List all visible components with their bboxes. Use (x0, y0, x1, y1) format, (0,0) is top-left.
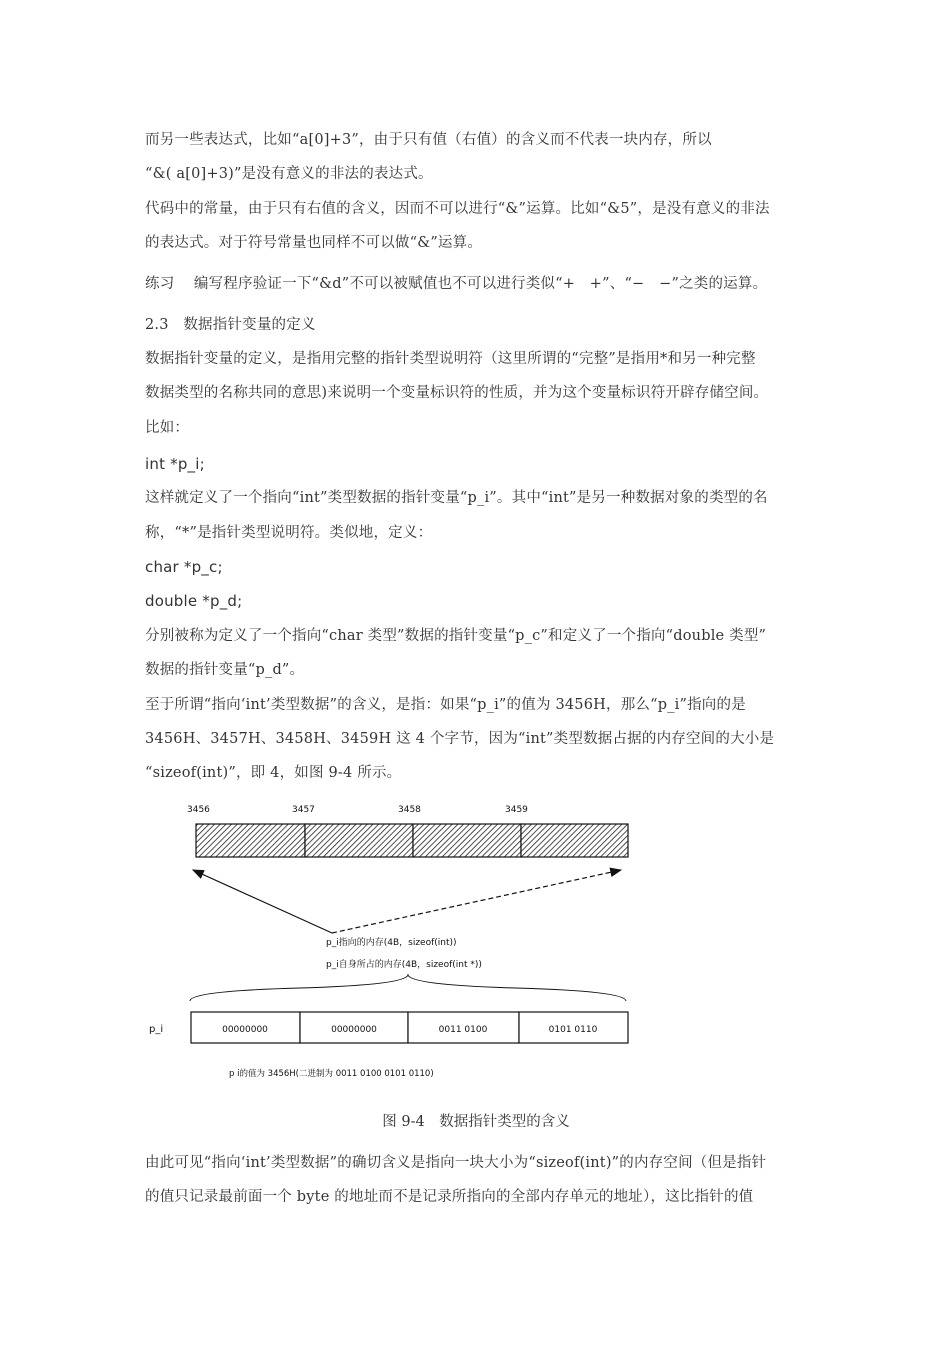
byte-value: 0011 0100 (438, 1025, 488, 1035)
pointer-arrow-end (332, 870, 621, 933)
pointee-memory-label: p_i指向的内存(4B，sizeof(int)) (326, 938, 457, 948)
section-heading: 2.3 数据指针变量的定义 (145, 317, 316, 333)
paragraph-line: 3456H、3457H、3458H、3459H 这 4 个字节，因为“int”类型数据占据的内存空间的大小是 (145, 731, 775, 747)
pointee-byte-cell (521, 824, 628, 857)
paragraph-line: 称，“*”是指针类型说明符。类似地，定义： (145, 525, 433, 541)
pointee-byte-cell (196, 824, 305, 857)
paragraph-line: 至于所谓“指向‘int’类型数据”的含义，是指：如果“p_i”的值为 3456H，那么“p_i”指向的是 (145, 697, 746, 713)
address-label: 3456 (187, 805, 210, 815)
address-label: 3458 (398, 805, 421, 815)
paragraph-line: 而另一些表达式，比如“a[0]+3”，由于只有值（右值）的含义而不代表一块内存，所以 (145, 132, 712, 148)
paragraph-line: 的值只记录最前面一个 byte 的地址而不是记录所指向的全部内存单元的地址），这比指针的值 (145, 1189, 754, 1205)
address-label: 3457 (292, 805, 315, 815)
brace (190, 975, 626, 1001)
byte-value: 00000000 (331, 1025, 377, 1035)
exercise-line: 练习 编写程序验证一下“&d”不可以被赋值也不可以进行类似“+ +”、“− −”之类的运算。 (145, 276, 768, 292)
address-label: 3459 (505, 805, 528, 815)
pointer-value-note: p i的值为 3456H(二进制为 0011 0100 0101 0110) (229, 1069, 434, 1079)
paragraph-line: 数据类型的名称共同的意思)来说明一个变量标识符的性质，并为这个变量标识符开辟存储空间。 (145, 385, 769, 401)
code-line: int *p_i; (145, 455, 205, 473)
pointer-variable-label: p_i (149, 1024, 164, 1035)
byte-value: 00000000 (222, 1025, 268, 1035)
pointee-byte-cell (305, 824, 413, 857)
code-line: double *p_d; (145, 592, 243, 610)
code-line: char *p_c; (145, 558, 223, 576)
paragraph-line: 分别被称为定义了一个指向“char 类型”数据的指针变量“p_c”和定义了一个指向“double 类型” (145, 628, 767, 644)
pointee-byte-cell (413, 824, 521, 857)
paragraph-line: 这样就定义了一个指向“int”类型数据的指针变量“p_i”。其中“int”是另一种数据对象的类型的名 (145, 490, 768, 506)
paragraph-line: 数据指针变量的定义，是指用完整的指针类型说明符（这里所谓的“完整”是指用*和另一种完整 (145, 351, 756, 367)
paragraph-line: 由此可见“指向‘int’类型数据”的确切含义是指向一块大小为“sizeof(int)”的内存空间（但是指针 (145, 1155, 767, 1171)
byte-value: 0101 0110 (548, 1025, 598, 1035)
paragraph-line: 比如： (145, 420, 190, 436)
self-memory-label: p_i自身所占的内存(4B，sizeof(int *)) (326, 960, 482, 970)
paragraph-line: 数据的指针变量“p_d”。 (145, 662, 305, 678)
figure-caption: 图 9-4 数据指针类型的含义 (382, 1114, 570, 1130)
paragraph-line: “sizeof(int)”，即 4，如图 9-4 所示。 (145, 765, 402, 781)
paragraph-line: 的表达式。对于符号常量也同样不可以做“&”运算。 (145, 235, 483, 251)
memory-diagram (0, 795, 952, 1095)
pointer-arrow-start (193, 870, 332, 933)
paragraph-line: “&( a[0]+3)”是没有意义的非法的表达式。 (145, 166, 433, 182)
paragraph-line: 代码中的常量，由于只有右值的含义，因而不可以进行“&”运算。比如“&5”，是没有意义的非法 (145, 201, 770, 217)
